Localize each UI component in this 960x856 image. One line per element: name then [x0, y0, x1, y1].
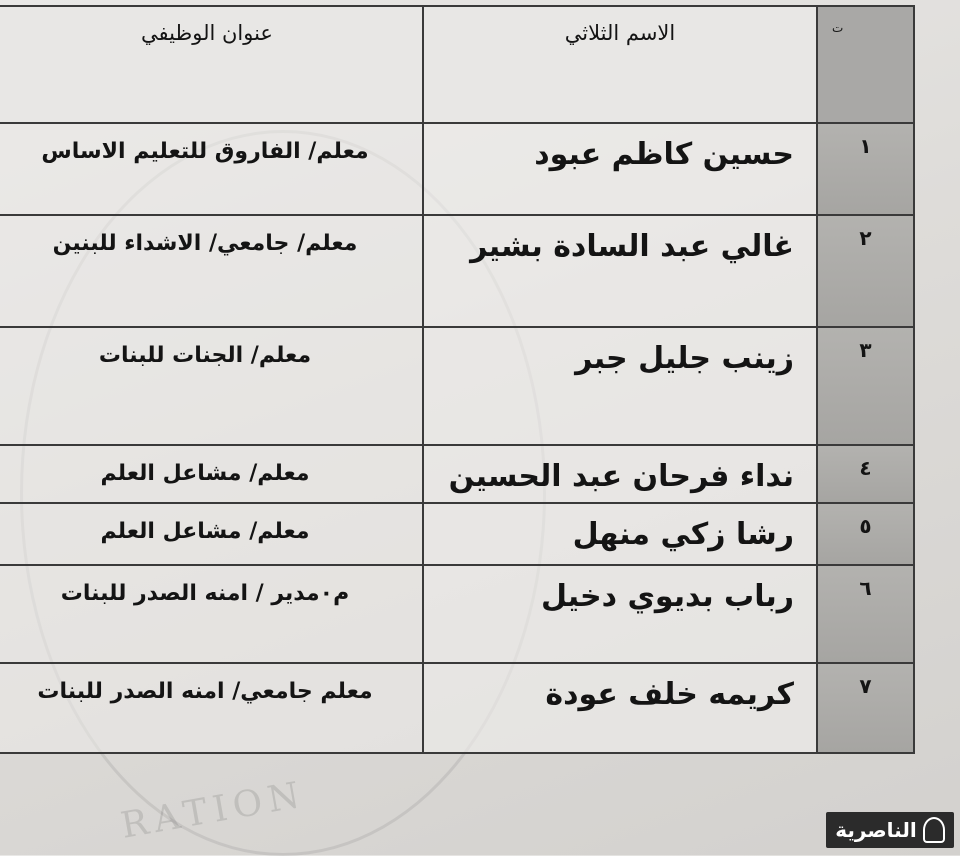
table-row [0, 503, 914, 565]
header-job-title: عنوان الوظيفي [0, 6, 423, 123]
staff-table [0, 5, 915, 754]
row-name: غالي عبد السادة بشير [423, 215, 817, 327]
table-row [0, 327, 914, 445]
row-number: ٣ [817, 327, 914, 445]
row-name: رشا زكي منهل [423, 503, 817, 565]
row-number: ١ [817, 123, 914, 215]
lamp-icon [923, 817, 945, 843]
row-job-title: م٠مدير / امنه الصدر للبنات [0, 565, 423, 663]
row-number: ٥ [817, 503, 914, 565]
row-job-title: معلم جامعي/ امنه الصدر للبنات [0, 663, 423, 753]
row-number: ٦ [817, 565, 914, 663]
row-name: نداء فرحان عبد الحسين [423, 445, 817, 503]
row-name: حسين كاظم عبود [423, 123, 817, 215]
row-job-title: معلم/ الفاروق للتعليم الاساس [0, 123, 423, 215]
row-job-title: معلم/ جامعي/ الاشداء للبنين [0, 215, 423, 327]
header-name: الاسم الثلاثي [423, 6, 817, 123]
row-number: ٤ [817, 445, 914, 503]
row-name: زينب جليل جبر [423, 327, 817, 445]
site-logo [826, 812, 954, 848]
row-number: ٢ [817, 215, 914, 327]
row-job-title: معلم/ مشاعل العلم [0, 445, 423, 503]
row-number: ٧ [817, 663, 914, 753]
row-name: رباب بديوي دخيل [423, 565, 817, 663]
table-row [0, 215, 914, 327]
table-row [0, 663, 914, 753]
logo-text: الناصرية [835, 818, 917, 842]
table-row [0, 123, 914, 215]
table-row [0, 445, 914, 503]
row-job-title: معلم/ الجنات للبنات [0, 327, 423, 445]
header-number: ت [817, 6, 914, 123]
row-name: كريمه خلف عودة [423, 663, 817, 753]
row-job-title: معلم/ مشاعل العلم [0, 503, 423, 565]
table-row [0, 565, 914, 663]
table-header-row [0, 6, 914, 123]
stamp-watermark-text: RATION [117, 774, 309, 847]
